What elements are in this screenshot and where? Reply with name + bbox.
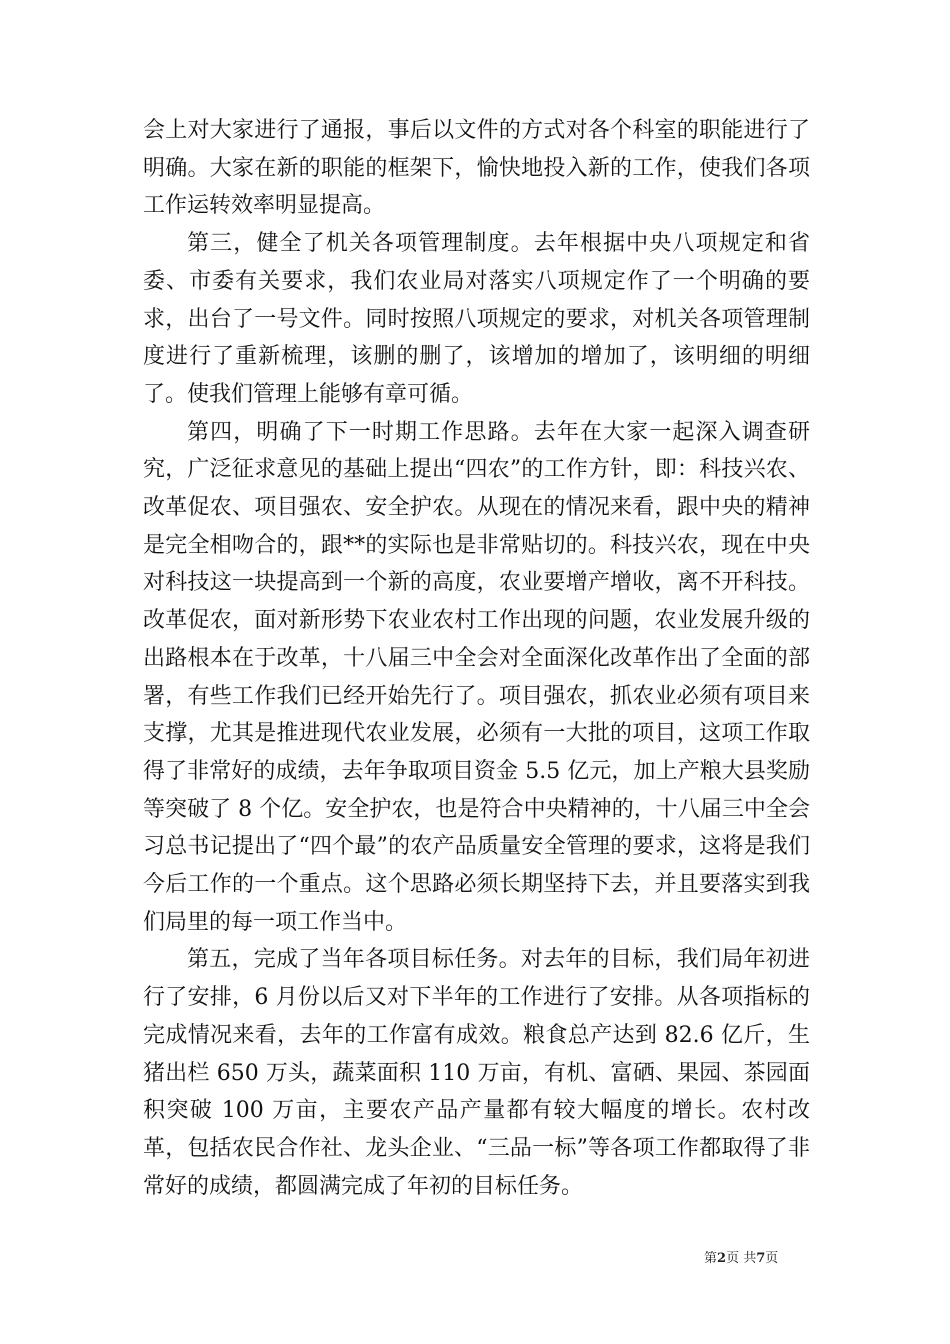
page-number-footer	[704, 1247, 778, 1266]
footer-current-page: 2	[717, 1251, 727, 1266]
document-body	[143, 112, 810, 1205]
footer-middle: 页 共	[726, 1251, 757, 1266]
paragraph-continued: 会上对大家进行了通报，事后以文件的方式对各个科室的职能进行了明确。大家在新的职能的框架下，愉快地投入新的工作，使我们各项工作运转效率明显提高。	[143, 118, 810, 219]
footer-prefix: 第	[704, 1251, 718, 1266]
footer-total-pages: 7	[756, 1251, 766, 1266]
paragraph-fourth-point: 第四，明确了下一时期工作思路。去年在大家一起深入调查研究，广泛征求意见的基础上提出“四农”的工作方针，即：科技兴农、改革促农、项目强农、安全护农。从现在的情况来看，跟中央的精神是完全相吻合的，跟**的实际也是非常贴切的。科技兴农，现在中央对科技这一块提高到一个新的高度，农业要增产增收，离不开科技。改革促农，面对新形势下农业农村工作出现的问题，农业发展升级的出路根本在于改革，十八届三中全会对全面深化改革作出了全面的部署，有些工作我们已经开始先行了。项目强农，抓农业必须有项目来支撑，尤其是推进现代农业发展，必须有一大批的项目，这项工作取得了非常好的成绩，去年争取项目资金 5.5 亿元，加上产粮大县奖励等突破了 8 个亿。安全护农，也是符合中央精神的，十八届三中全会习总书记提出了“四个最”的农产品质量安全管理的要求，这将是我们今后工作的一个重点。这个思路必须长期坚持下去，并且要落实到我们局里的每一项工作当中。	[143, 419, 810, 935]
paragraph-fifth-point: 第五，完成了当年各项目标任务。对去年的目标，我们局年初进行了安排，6 月份以后又对下半年的工作进行了安排。从各项指标的完成情况来看，去年的工作富有成效。粮食总产达到 82.6 亿斤，生猪出栏 650 万头，蔬菜面积 110 万亩，有机、富硒、果园、茶园面积突破 100 万亩，主要农产品产量都有较大幅度的增长。农村改革，包括农民合作社、龙头企业、“三品一标”等各项工作都取得了非常好的成绩，都圆满完成了年初的目标任务。	[143, 947, 810, 1199]
paragraph-third-point: 第三，健全了机关各项管理制度。去年根据中央八项规定和省委、市委有关要求，我们农业局对落实八项规定作了一个明确的要求，出台了一号文件。同时按照八项规定的要求，对机关各项管理制度进行了重新梳理，该删的删了，该增加的增加了，该明细的明细了。使我们管理上能够有章可循。	[143, 231, 810, 407]
footer-suffix: 页	[765, 1251, 779, 1266]
